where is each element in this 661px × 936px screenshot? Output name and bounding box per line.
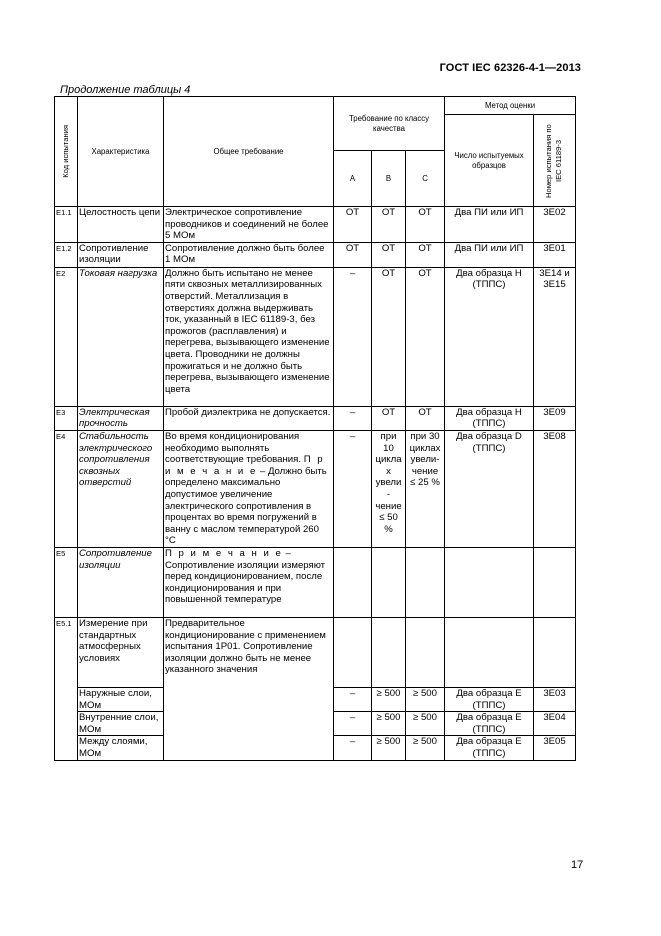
- row-class-b: ОТ: [372, 242, 406, 267]
- row-samples: Два образца Н (ТППС): [445, 267, 534, 406]
- row-class-b: ОТ: [372, 207, 406, 243]
- row-requirement: Сопротивление должно быть более 1 МОм: [164, 242, 334, 267]
- header-class-c: С: [406, 151, 445, 207]
- page-number: 17: [571, 859, 584, 871]
- row-samples: Два образца Н (ТППС): [445, 406, 534, 430]
- table-row-e2: [55, 267, 576, 406]
- row-samples: Два образца Е (ТППС): [445, 687, 534, 711]
- row-requirement: Электрическое сопротивление проводников и соединений не более 5 МОм: [164, 207, 334, 243]
- row-characteristic: Между слоями, МОм: [78, 736, 164, 761]
- document-id: ГОСТ IEC 62326-4-1—2013: [439, 62, 581, 74]
- row-class-a: –: [334, 712, 372, 736]
- header-class-b: В: [372, 151, 406, 207]
- header-code: Код испытания: [55, 97, 78, 207]
- row-characteristic: Целостность цепи: [78, 207, 164, 243]
- row-class-c: ОТ: [406, 406, 445, 430]
- table-row-e1-2: [55, 242, 576, 267]
- row-requirement: Пробой диэлектрика не допускается.: [164, 406, 334, 430]
- requirements-table: [54, 96, 576, 761]
- note-text: – Должно быть определено максимально допустимое увеличение электрического сопротивления в процентах во время погружений в ванну с маслом температурой 260 °С: [165, 465, 327, 547]
- row-test-number: 3Е05: [534, 736, 576, 761]
- row-class-c: ОТ: [406, 207, 445, 243]
- row-test-number: [534, 617, 576, 687]
- row-code: Е1.2: [55, 242, 78, 267]
- row-class-a: ОТ: [334, 207, 372, 243]
- row-code: Е5.1: [55, 617, 78, 760]
- row-class-c: ОТ: [406, 267, 445, 406]
- note-label: П р и м е ч а н и е: [165, 454, 325, 477]
- note-text: – Сопротивление изоляции измеряют перед кондиционированием, после кондиционирования и при повышенной температуре: [165, 547, 326, 606]
- row-test-number: 3Е08: [534, 430, 576, 547]
- header-class-a: А: [334, 151, 372, 207]
- row-class-c: ≥ 500: [406, 712, 445, 736]
- row-class-b: ≥ 500: [372, 736, 406, 761]
- row-samples: Два ПИ или ИП: [445, 207, 534, 243]
- header-method: Метод оценки: [445, 97, 576, 115]
- table-row-e4: [55, 430, 576, 547]
- row-characteristic: Стабильность электрического сопротивления сквозных отверстий: [78, 430, 164, 547]
- row-class-a: ОТ: [334, 242, 372, 267]
- row-test-number: 3Е03: [534, 687, 576, 711]
- row-class-b: ≥ 500: [372, 687, 406, 711]
- row-samples: [445, 617, 534, 687]
- row-class-b: ОТ: [372, 406, 406, 430]
- table-row-e1-1: [55, 207, 576, 243]
- table-row-e3: [55, 406, 576, 430]
- row-requirement: Должно быть испытано не менее пяти сквозных металлизированных отверстий. Металлизация в отверстиях должна выдерживать ток, указанный в IEC 61189-3, без прожогов (расплавления) и перегрева, вызывающего изменение цвета. Проводники не должны прожигаться и не должно быть перегрева, вызывающего изменение цвета: [164, 267, 334, 406]
- row-code: Е2: [55, 267, 78, 406]
- row-class-b: ОТ: [372, 267, 406, 406]
- row-code: Е3: [55, 406, 78, 430]
- row-test-number: 3Е14 и 3Е15: [534, 267, 576, 406]
- row-samples: [445, 547, 534, 617]
- requirement-text: Во время кондиционирования необходимо выполнять соответствующие требования.: [165, 430, 302, 466]
- table-row-e5-1: [55, 617, 576, 687]
- row-characteristic: Электрическая прочность: [78, 406, 164, 430]
- note-label: П р и м е ч а н и е: [165, 547, 283, 559]
- row-class-c: при 30 циклах увели- чение ≤ 25 %: [406, 430, 445, 547]
- row-characteristic: Сопротивление изоляции: [78, 547, 164, 617]
- row-test-number: 3Е01: [534, 242, 576, 267]
- row-class-a: [334, 547, 372, 617]
- header-samples: Число испытуемых образцов: [445, 115, 534, 207]
- row-test-number: 3Е04: [534, 712, 576, 736]
- header-class-requirement: Требование по классу качества: [334, 97, 445, 151]
- row-class-a: [334, 617, 372, 687]
- row-samples: Два образца Е (ТППС): [445, 736, 534, 761]
- row-test-number: 3Е02: [534, 207, 576, 243]
- row-class-b: [372, 547, 406, 617]
- header-requirement: Общее требование: [164, 97, 334, 207]
- row-samples: Два образца D (ТППС): [445, 430, 534, 547]
- row-class-a: –: [334, 736, 372, 761]
- row-samples: Два образца Е (ТППС): [445, 712, 534, 736]
- row-class-c: ОТ: [406, 242, 445, 267]
- row-class-a: –: [334, 406, 372, 430]
- row-class-b: [372, 617, 406, 687]
- row-code: Е5: [55, 547, 78, 617]
- row-characteristic: Сопротивление изоляции: [78, 242, 164, 267]
- row-characteristic: Токовая нагрузка: [78, 267, 164, 406]
- row-requirement: [164, 547, 334, 617]
- row-test-number: [534, 547, 576, 617]
- row-requirement: Предварительное кондиционирование с применением испытания 1Р01. Сопротивление изоляции должно быть не менее указанного значения: [164, 617, 334, 760]
- row-class-b: при 10 цикла х увели - чение ≤ 50 %: [372, 430, 406, 547]
- row-test-number: 3Е09: [534, 406, 576, 430]
- row-class-b: ≥ 500: [372, 712, 406, 736]
- row-characteristic: Внутренние слои, МОм: [78, 712, 164, 736]
- row-class-a: –: [334, 430, 372, 547]
- table-continuation-caption: Продолжение таблицы 4: [60, 84, 191, 96]
- row-class-c: ≥ 500: [406, 736, 445, 761]
- row-class-a: –: [334, 687, 372, 711]
- row-class-c: [406, 617, 445, 687]
- row-class-a: –: [334, 267, 372, 406]
- row-characteristic: Наружные слои, МОм: [78, 687, 164, 711]
- row-code: Е4: [55, 430, 78, 547]
- row-class-c: ≥ 500: [406, 687, 445, 711]
- row-requirement: [164, 430, 334, 547]
- header-test-number: Номер испытания по IEC 61189-3: [534, 115, 576, 207]
- row-code: Е1.1: [55, 207, 78, 243]
- row-class-c: [406, 547, 445, 617]
- row-samples: Два ПИ или ИП: [445, 242, 534, 267]
- table-row-e5: [55, 547, 576, 617]
- row-characteristic: Измерение при стандартных атмосферных условиях: [78, 617, 164, 687]
- header-characteristic: Характеристика: [78, 97, 164, 207]
